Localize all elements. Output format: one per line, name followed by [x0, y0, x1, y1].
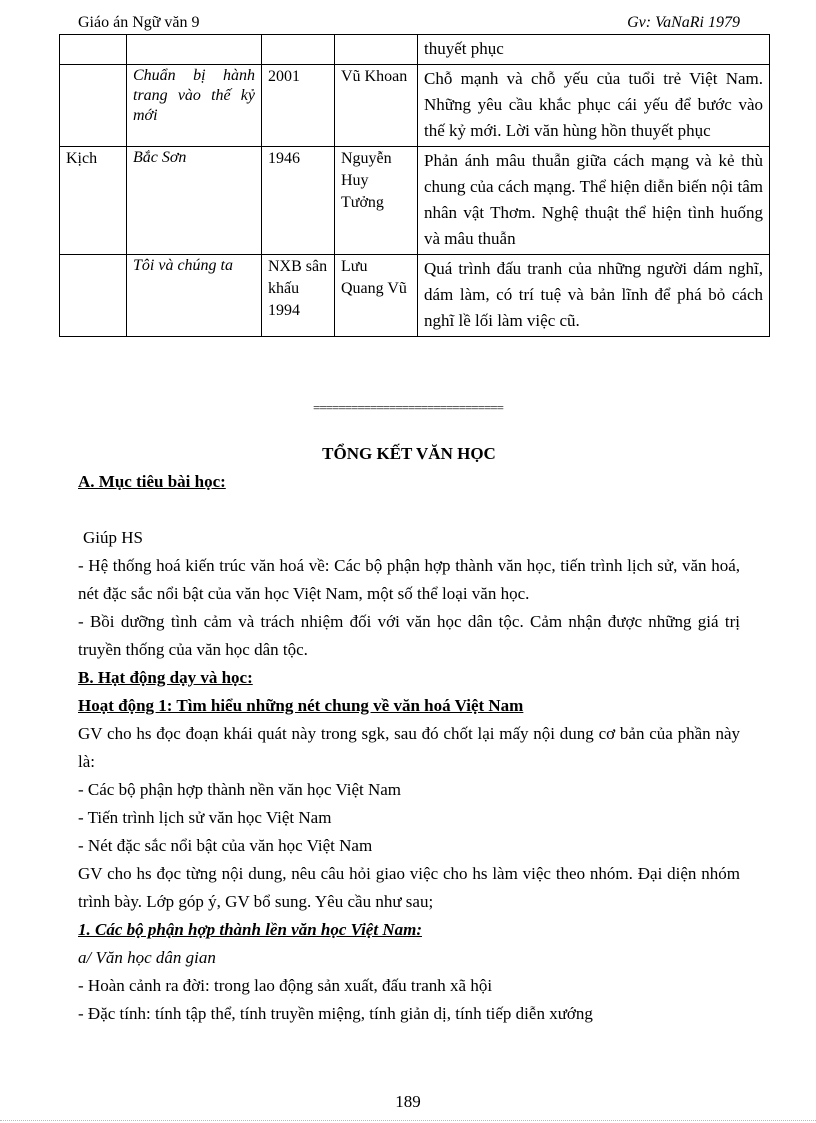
table-cell: Chỗ mạnh và chỗ yếu của tuổi trẻ Việt Nam. Những yêu cầu khắc phục cái yếu để bước vào thế kỷ mới. Lời văn hùng hồn thuyết phục — [418, 65, 770, 147]
literature-table — [59, 34, 770, 337]
section-a-heading: A. Mục tiêu bài học: — [78, 472, 226, 491]
table-cell — [262, 35, 335, 65]
table-cell: NXB sân khấu 1994 — [262, 255, 335, 337]
table-cell — [60, 65, 127, 147]
table-row — [60, 65, 770, 147]
table-row — [60, 255, 770, 337]
section-separator: ============================== — [313, 400, 503, 415]
table-cell: 2001 — [262, 65, 335, 147]
header-right: Gv: VaNaRi 1979 — [627, 14, 740, 31]
table-cell — [60, 255, 127, 337]
table-cell: Kịch — [60, 147, 127, 255]
lesson-body — [78, 438, 740, 1028]
section-a-item: - Bồi dưỡng tình cảm và trách nhiệm đối với văn học dân tộc. Cảm nhận được những giá trị truyền thống của văn học dân tộc. — [78, 612, 740, 659]
detail-item: - Đặc tính: tính tập thể, tính truyền miệng, tính giản dị, tính tiếp diễn xướng — [78, 1004, 593, 1023]
table-cell: Phản ánh mâu thuẫn giữa cách mạng và kẻ thù chung của cách mạng. Thể hiện diễn biến nội tâm nhân vật Thơm. Nghệ thuật thể hiện tình huống và mâu thuẫn — [418, 147, 770, 255]
header-left: Giáo án Ngữ văn 9 — [78, 14, 200, 31]
lesson-title: TỔNG KẾT VĂN HỌC — [322, 444, 496, 463]
section-b-paragraph: GV cho hs đọc đoạn khái quát này trong sgk, sau đó chốt lại mấy nội dung cơ bản của phần này là: — [78, 724, 740, 771]
footer-divider — [0, 1120, 816, 1121]
list-item: - Các bộ phận hợp thành nền văn học Việt Nam — [78, 780, 402, 799]
table-cell: Quá trình đấu tranh của những người dám nghĩ, dám làm, có trí tuệ và bản lĩnh để phá bỏ cách nghĩ lề lối làm việc cũ. — [418, 255, 770, 337]
section-b-heading: B. Hạt động dạy và học: — [78, 668, 253, 687]
activity-1-heading: Hoạt động 1: Tìm hiểu những nét chung về văn hoá Việt Nam — [78, 696, 524, 715]
table-cell: 1946 — [262, 147, 335, 255]
table-cell — [127, 35, 262, 65]
spacer — [78, 496, 740, 524]
section-a-intro: Giúp HS — [83, 528, 143, 547]
table-cell — [60, 35, 127, 65]
table-row — [60, 35, 770, 65]
table-row — [60, 147, 770, 255]
list-item: - Tiến trình lịch sử văn học Việt Nam — [78, 808, 332, 827]
page-number: 189 — [395, 1092, 421, 1111]
table-cell: Bắc Sơn — [127, 147, 262, 255]
table-cell: Vũ Khoan — [335, 65, 418, 147]
subsection-1a-heading: a/ Văn học dân gian — [78, 948, 216, 967]
detail-item: - Hoàn cảnh ra đời: trong lao động sản xuất, đấu tranh xã hội — [78, 976, 493, 995]
subsection-1-heading: 1. Các bộ phận hợp thành lền văn học Việt Nam: — [78, 920, 422, 939]
table-cell: Tôi và chúng ta — [127, 255, 262, 337]
table-cell: Chuẩn bị hành trang vào thế kỷ mới — [127, 65, 262, 147]
table-cell: Nguyễn Huy Tưởng — [335, 147, 418, 255]
table-cell — [335, 35, 418, 65]
section-b-paragraph: GV cho hs đọc từng nội dung, nêu câu hỏi giao việc cho hs làm việc theo nhóm. Đại diện nhóm trình bày. Lớp góp ý, GV bổ sung. Yêu cầu như sau; — [78, 864, 740, 911]
page-header — [78, 14, 740, 35]
table-cell: Lưu Quang Vũ — [335, 255, 418, 337]
section-a-item: - Hệ thống hoá kiến trúc văn hoá về: Các bộ phận hợp thành văn học, tiến trình lịch sử, văn hoá, nét đặc sắc nổi bật của văn học Việt Nam, một số thể loại văn học. — [78, 556, 740, 603]
list-item: - Nét đặc sắc nổi bật của văn học Việt Nam — [78, 836, 373, 855]
table-cell: thuyết phục — [418, 35, 770, 65]
